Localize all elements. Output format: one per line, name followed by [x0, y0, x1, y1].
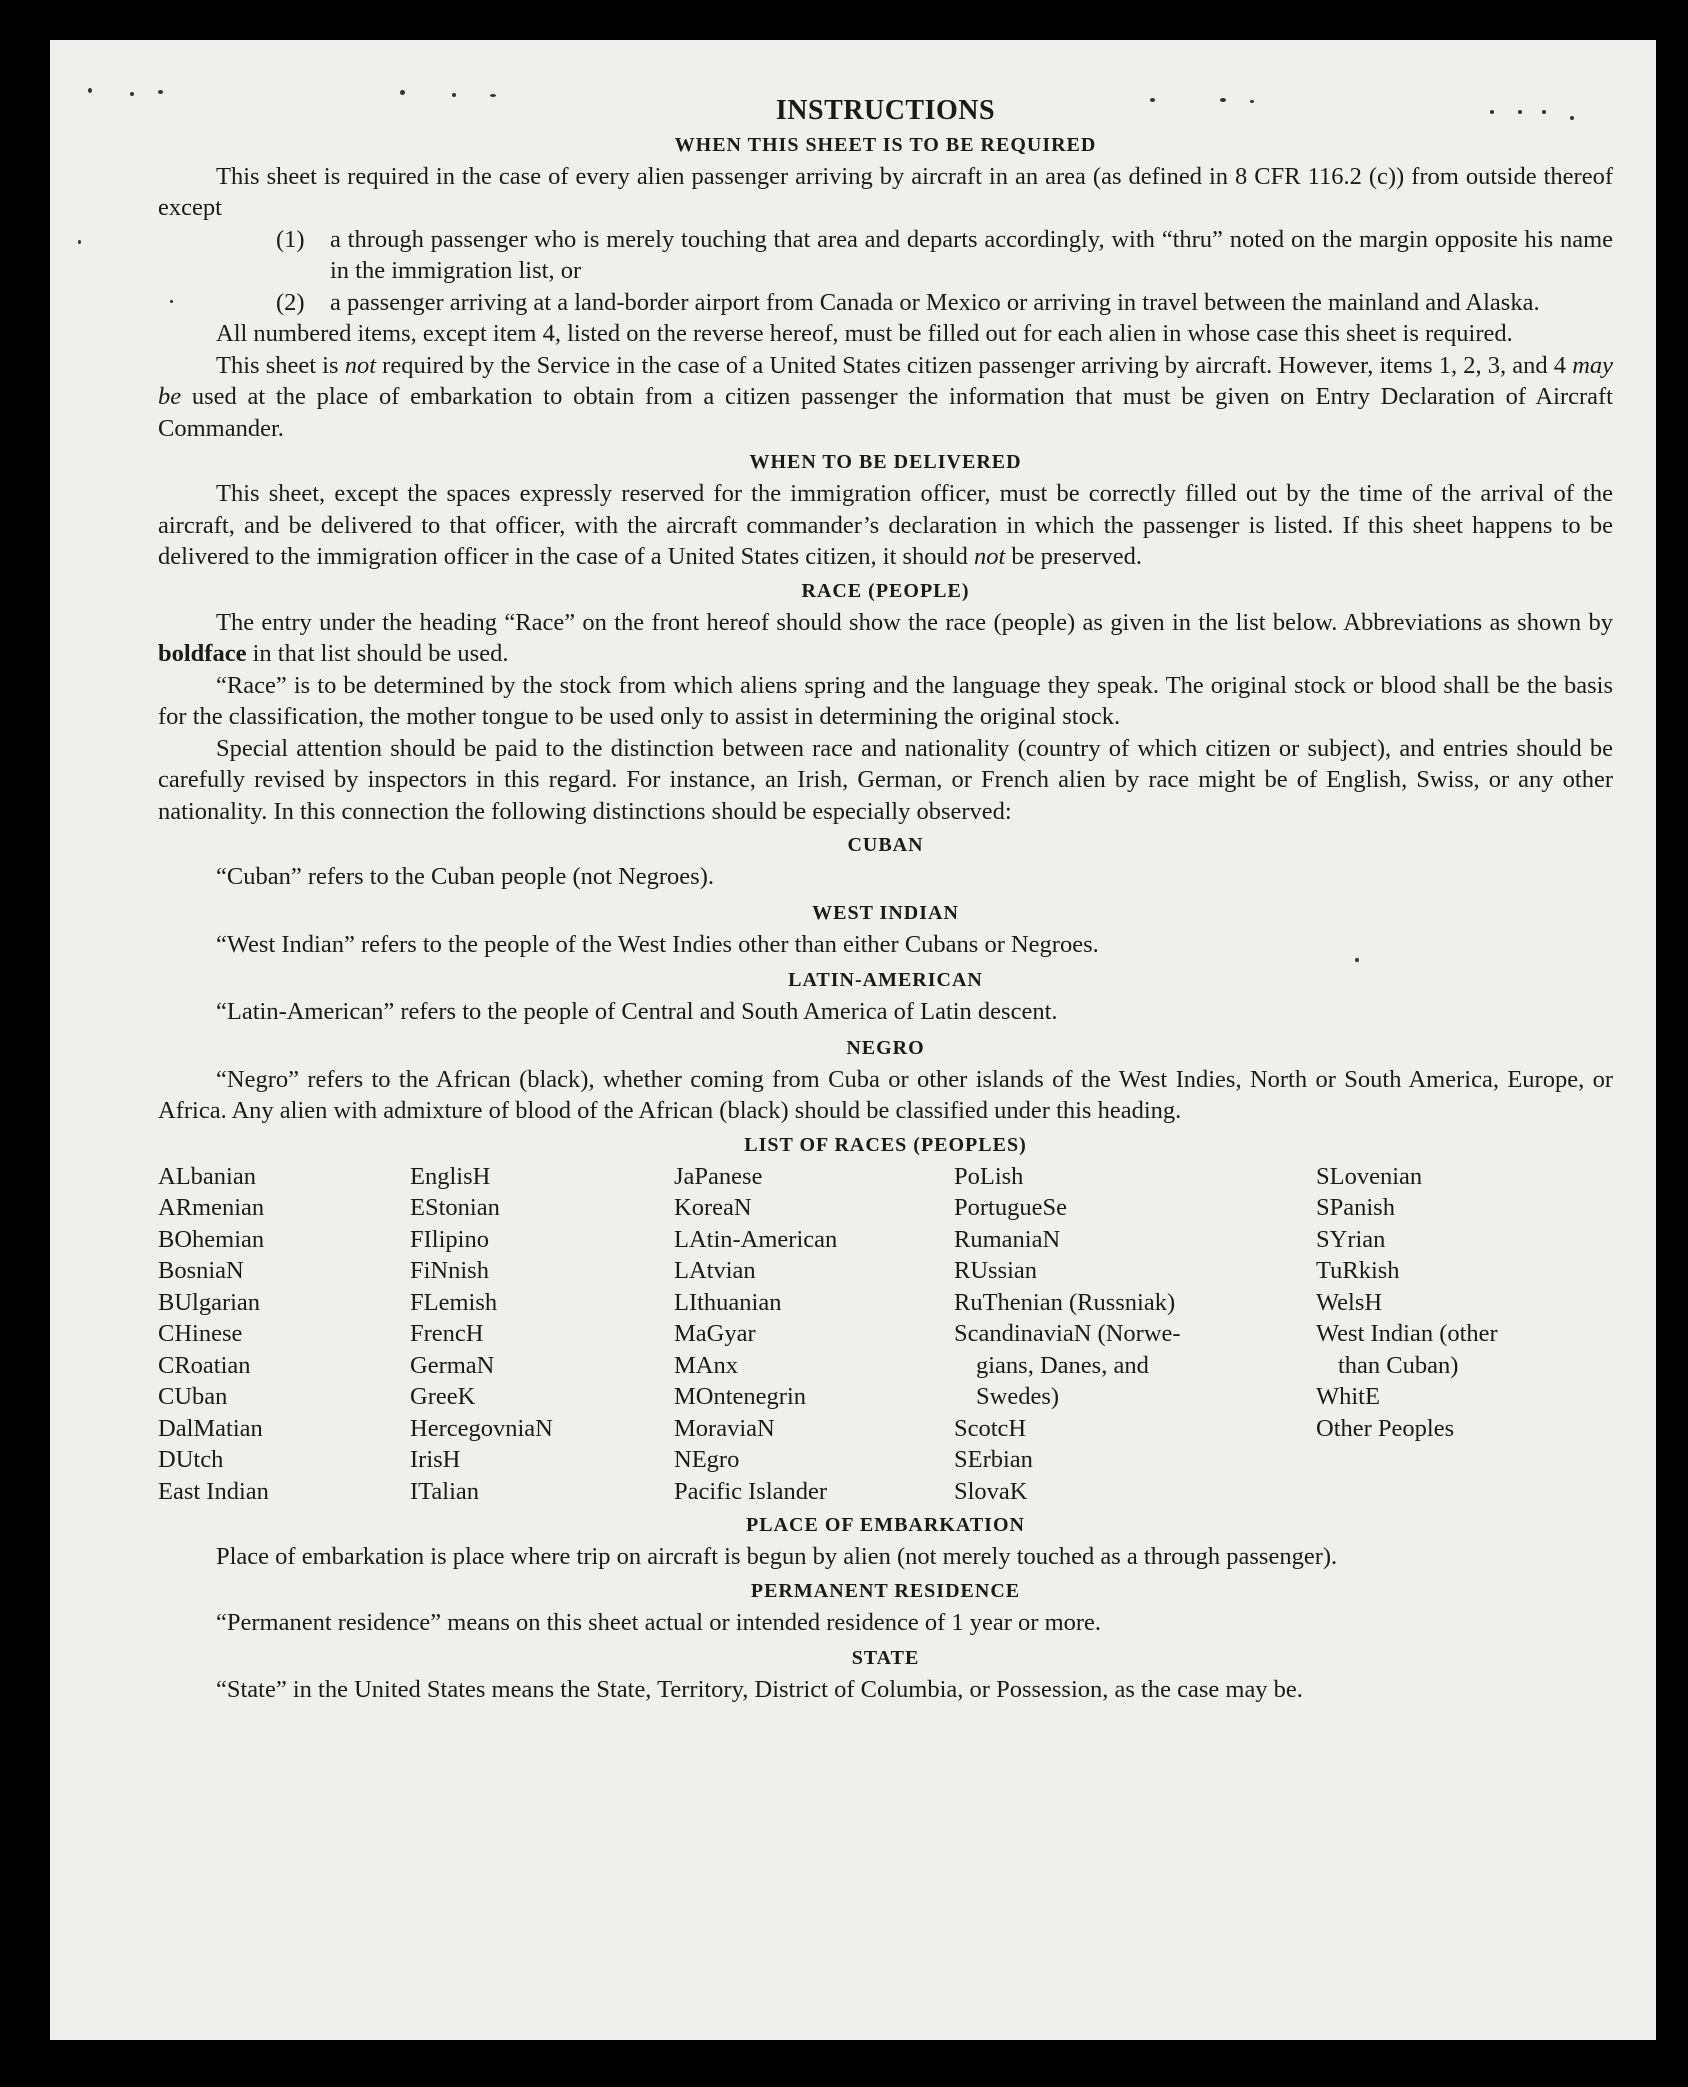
race-item: West Indian (other [1316, 1320, 1498, 1347]
race-item: LIthuanian [674, 1288, 782, 1316]
race-item: JaPanese [674, 1162, 763, 1190]
race-item: MaGyar [674, 1320, 756, 1347]
race-item: TuRkish [1316, 1257, 1400, 1284]
race-item: RUssian [954, 1257, 1038, 1284]
required-para-3: This sheet is not required by the Service in the case of a United States citizen passenger arriving by aircraft. However, items 1, 2, 3, and 4 may be used at the place of embarkation to obtain from a citizen passenger the information that must be given on Entry Declaration of Aircraft Commander. [158, 351, 1614, 442]
race-item: FLemish [410, 1288, 498, 1316]
race-item: East Indian [158, 1477, 269, 1505]
race-item: MoraviaN [674, 1414, 775, 1442]
race-item: PoLish [954, 1162, 1024, 1190]
races-list [158, 1161, 1613, 1508]
races-column [410, 1161, 674, 1508]
race-item: DalMatian [158, 1414, 263, 1442]
race-para-2: “Race” is to be determined by the stock from which aliens spring and the language they speak. The original stock or blood shall be the basis for the classification, the mother tongue to be used only to assist in determining the original stock. [158, 671, 1613, 730]
instructions-text [158, 95, 1613, 1706]
races-column [158, 1161, 410, 1508]
races-column [1316, 1161, 1606, 1508]
races-column [954, 1161, 1316, 1508]
race-item: than Cuban) [1338, 1351, 1459, 1379]
race-item: RumaniaN [954, 1225, 1061, 1253]
race-item: Other Peoples [1316, 1414, 1455, 1442]
race-item: FiNnish [410, 1257, 489, 1284]
residence-text: “Permanent residence” means on this sheet actual or intended residence of 1 year or more. [216, 1608, 1102, 1636]
race-item: MAnx [674, 1351, 738, 1379]
race-item: gians, Danes, and [976, 1351, 1149, 1379]
race-item: IrisH [410, 1446, 461, 1473]
race-item: PortugueSe [954, 1194, 1067, 1221]
race-item: MOntenegrin [674, 1383, 806, 1410]
race-item: Swedes) [976, 1383, 1060, 1410]
race-item: WelsH [1316, 1288, 1383, 1316]
race-item: RuThenian (Russniak) [954, 1288, 1176, 1316]
heading-when-delivered: WHEN TO BE DELIVERED [749, 451, 1022, 473]
delivered-text: This sheet, except the spaces expressly reserved for the immigration officer, must be correctly filled out by the time of the arrival of the aircraft, and be delivered to that officer, with the aircraft commander’s declaration in which the passenger is listed. If this sheet happens to be delivered to the immigration officer in the case of a United States citizen, it should not be preserved. [158, 480, 1613, 570]
race-item: ALbanian [158, 1162, 256, 1190]
west-indian-text: “West Indian” refers to the people of the West Indies other than either Cubans or Negroes. [216, 930, 1099, 958]
race-item: SLovenian [1316, 1162, 1423, 1190]
race-item: FrencH [410, 1320, 484, 1347]
race-item: LAtvian [674, 1257, 756, 1284]
race-item: WhitE [1316, 1383, 1380, 1410]
heading-permanent-residence: PERMANENT RESIDENCE [750, 1579, 1021, 1602]
race-item: BosniaN [158, 1257, 244, 1284]
race-item: NEgro [674, 1446, 740, 1473]
race-para-1: The entry under the heading “Race” on the front hereof should show the race (people) as given in the list below. Abbreviations as shown by boldface in that list should be used. [158, 608, 1613, 667]
race-item: HercegovniaN [410, 1414, 553, 1442]
race-item: EStonian [410, 1194, 500, 1221]
race-item: ARmenian [158, 1194, 265, 1221]
race-item: CRoatian [158, 1351, 251, 1379]
race-item: SlovaK [954, 1477, 1028, 1505]
race-item: BUlgarian [158, 1288, 261, 1316]
race-item: ScandinaviaN (Norwe- [954, 1320, 1181, 1347]
race-item: SPanish [1316, 1194, 1395, 1221]
heading-west-indian: WEST INDIAN [812, 901, 959, 924]
race-item: EnglisH [410, 1162, 491, 1190]
heading-latin-american: LATIN-AMERICAN [788, 969, 983, 991]
race-item: Pacific Islander [674, 1477, 828, 1505]
race-item: KoreaN [674, 1194, 752, 1221]
race-item: BOhemian [158, 1225, 265, 1253]
heading-cuban: CUBAN [847, 834, 924, 856]
cuban-text: “Cuban” refers to the Cuban people (not Negroes). [216, 863, 714, 890]
race-item: FIlipino [410, 1225, 489, 1253]
race-item: ITalian [410, 1477, 480, 1505]
race-item: SYrian [1316, 1225, 1386, 1253]
races-column [674, 1161, 954, 1508]
race-item: GermaN [410, 1351, 495, 1379]
heading-embarkation: PLACE OF EMBARKATION [746, 1514, 1025, 1536]
embarkation-text: Place of embarkation is place where trip on aircraft is begun by alien (not merely touched as a through passenger). [216, 1543, 1338, 1570]
race-item: ScotcH [954, 1414, 1027, 1442]
race-para-3: Special attention should be paid to the distinction between race and nationality (country of which citizen or subject), and entries should be carefully revised by inspectors in this regard. For instance, an Irish, German, or French alien by race might be of English, Swiss, or any other nationality. In this connection the following distinctions should be especially observed: [158, 734, 1613, 825]
exception-item: (1) a through passenger who is merely touching that area and departs accordingly, with “thru” noted on the margin opposite his name in the immigration list, or [276, 225, 1613, 284]
race-item: CUban [158, 1383, 228, 1410]
race-item: CHinese [158, 1320, 243, 1347]
race-item: LAtin-American [674, 1225, 838, 1253]
latin-american-text: “Latin-American” refers to the people of Central and South America of Latin descent. [216, 998, 1058, 1025]
heading-state: STATE [851, 1647, 920, 1669]
state-text: “State” in the United States means the State, Territory, District of Columbia, or Possession, as the case may be. [216, 1676, 1303, 1703]
document-page [50, 40, 1656, 2040]
heading-list-of-races: LIST OF RACES (PEOPLES) [744, 1133, 1027, 1156]
race-item: GreeK [410, 1383, 476, 1410]
required-intro: This sheet is required in the case of every alien passenger arriving by aircraft in an area (as defined in 8 CFR 116.2 (c)) from outside thereof except [158, 162, 1613, 221]
negro-text: “Negro” refers to the African (black), whether coming from Cuba or other islands of the West Indies, North or South America, Europe, or Africa. Any alien with admixture of blood of the African (black) should be classified under this heading. [158, 1065, 1613, 1124]
race-item: SErbian [954, 1446, 1033, 1473]
page-title: INSTRUCTIONS [775, 95, 996, 126]
heading-when-required: WHEN THIS SHEET IS TO BE REQUIRED [674, 133, 1097, 156]
required-para-2: All numbered items, except item 4, listed on the reverse hereof, must be filled out for each alien in whose case this sheet is required. [216, 320, 1513, 347]
exception-item: (2) a passenger arriving at a land-border airport from Canada or Mexico or arriving in travel between the mainland and Alaska. [276, 288, 1540, 316]
heading-negro: NEGRO [846, 1036, 925, 1059]
race-item: DUtch [158, 1446, 224, 1473]
heading-race: RACE (PEOPLE) [801, 579, 970, 602]
